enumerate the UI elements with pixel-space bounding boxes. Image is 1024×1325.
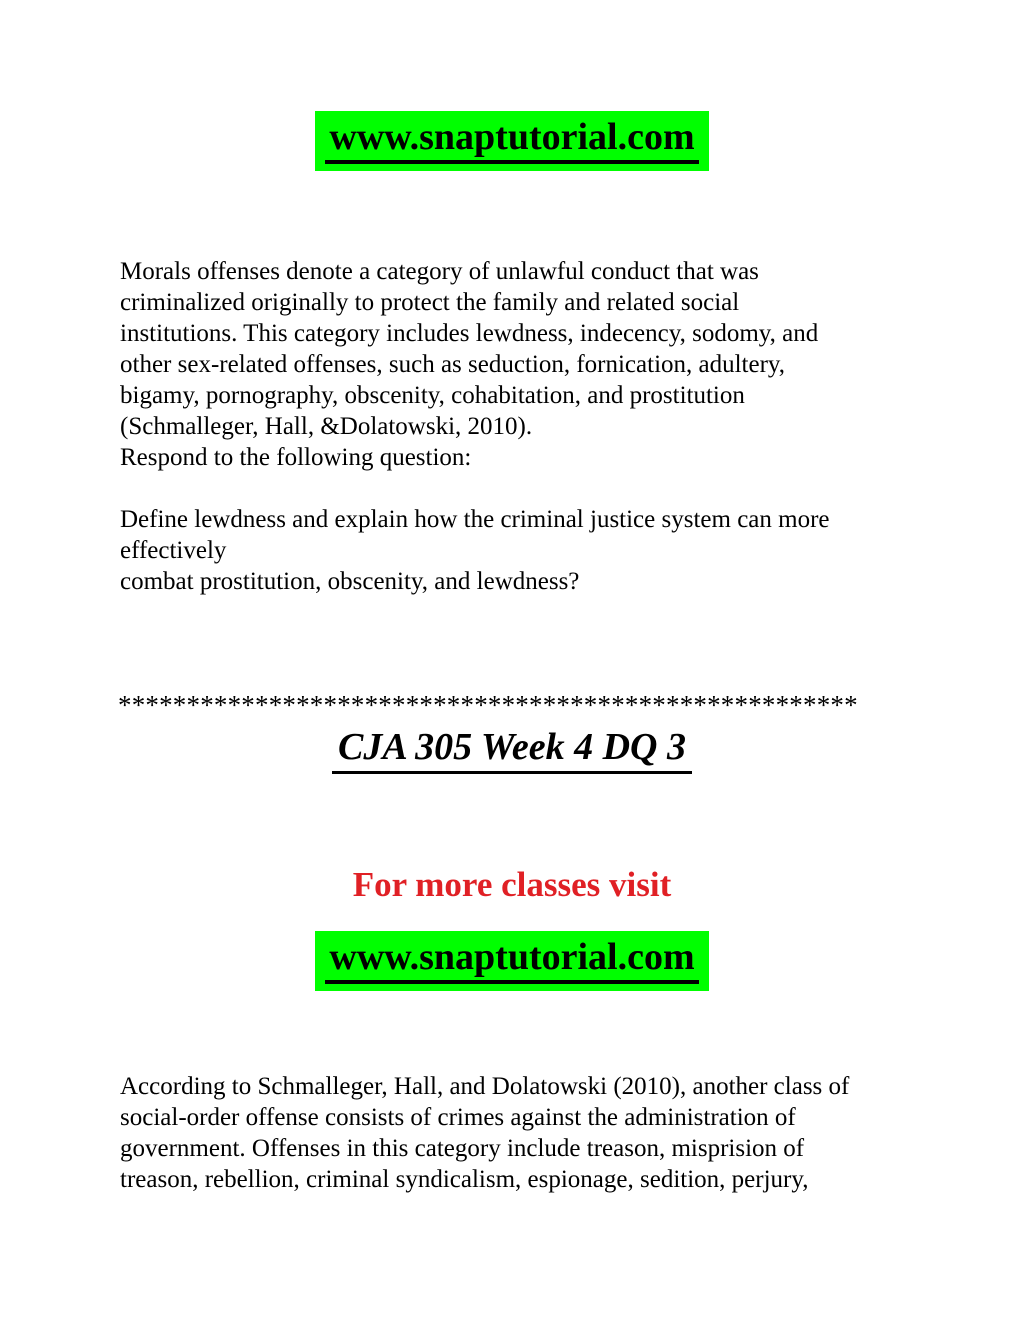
asterisk-separator: ******************************************************	[118, 690, 858, 720]
question-paragraph	[120, 504, 830, 597]
paragraph-line: criminalized originally to protect the family and related social	[120, 289, 740, 316]
intro-paragraph	[120, 256, 818, 473]
paragraph-line: treason, rebellion, criminal syndicalism, espionage, sedition, perjury,	[120, 1166, 809, 1193]
paragraph-line: (Schmalleger, Hall, &Dolatowski, 2010).	[120, 413, 533, 440]
paragraph-line: According to Schmalleger, Hall, and Dolatowski (2010), another class of	[120, 1073, 850, 1100]
closing-paragraph	[120, 1071, 849, 1195]
paragraph-line: Respond to the following question:	[120, 444, 472, 471]
paragraph-line: Define lewdness and explain how the criminal justice system can more	[120, 506, 830, 533]
paragraph-line: government. Offenses in this category include treason, misprision of	[120, 1135, 805, 1162]
paragraph-line: social-order offense consists of crimes against the administration of	[120, 1104, 796, 1131]
promo-text: For more classes visit	[352, 865, 672, 904]
snaptutorial-link-bottom-text: www.snaptutorial.com	[325, 935, 698, 984]
course-title: CJA 305 Week 4 DQ 3	[332, 726, 692, 774]
paragraph-line: institutions. This category includes lewdness, indecency, sodomy, and	[120, 320, 819, 347]
bottom-link-row	[0, 931, 1024, 991]
paragraph-line: effectively	[120, 537, 227, 564]
paragraph-line: Morals offenses denote a category of unlawful conduct that was	[120, 258, 759, 285]
promo-row	[0, 864, 1024, 906]
snaptutorial-link-bottom[interactable]	[315, 931, 708, 991]
paragraph-line: bigamy, pornography, obscenity, cohabitation, and prostitution	[120, 382, 745, 409]
course-title-row	[0, 726, 1024, 774]
paragraph-line: combat prostitution, obscenity, and lewdness?	[120, 568, 580, 595]
snaptutorial-link-top[interactable]	[315, 111, 708, 171]
top-link-row	[0, 111, 1024, 171]
paragraph-line: other sex-related offenses, such as seduction, fornication, adultery,	[120, 351, 786, 378]
snaptutorial-link-top-text: www.snaptutorial.com	[325, 115, 698, 164]
